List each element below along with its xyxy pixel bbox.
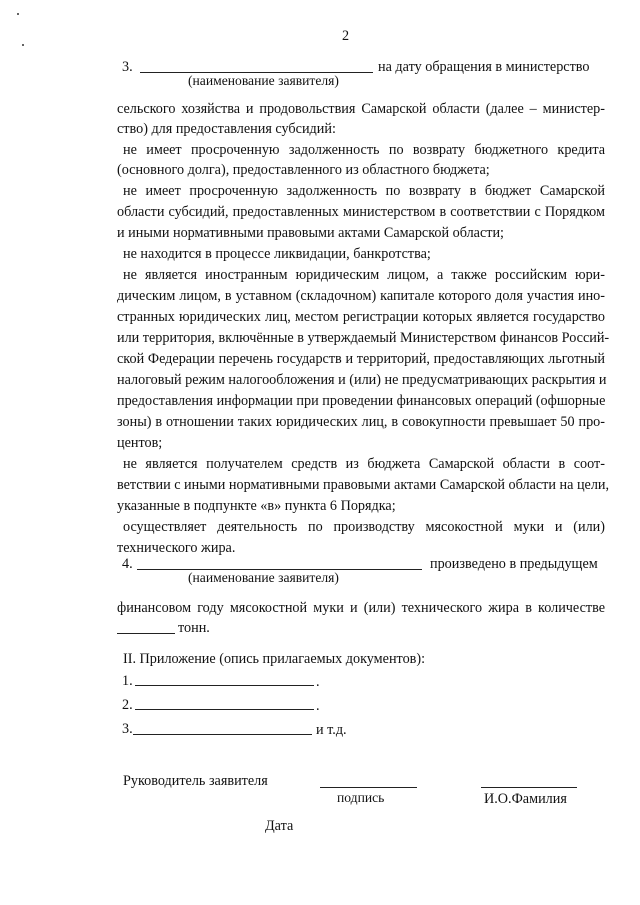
text-line: технического жира. [117, 540, 236, 556]
appendix-item-end: . [316, 674, 320, 690]
text-line: осуществляет деятельность по производству мясокостной муки и (или) [123, 519, 605, 535]
applicant-caption-2: (наименование заявителя) [188, 570, 339, 585]
tonnage-unit: тонн. [178, 620, 210, 636]
signature-head-label: Руководитель заявителя [123, 773, 268, 789]
text-line: центов; [117, 435, 163, 451]
text-line: или территория, включённые в утверждаемый Министерством финансов Россий- [117, 330, 610, 346]
text-line: ство) для предоставления субсидий: [117, 121, 336, 137]
text-line: зоны) в отношении таких юридических лиц, в совокупности превышает 50 про- [117, 414, 605, 430]
tonnage-line[interactable] [117, 633, 175, 634]
text-line: области субсидий, предоставленных министерством в соответствии с Порядком [117, 204, 605, 220]
text-line: и иными нормативными правовыми актами Самарской области; [117, 225, 505, 241]
text-line: не имеет просроченную задолженность по возврату бюджетного кредита [123, 142, 605, 158]
appendix-item-end: и т.д. [316, 722, 347, 738]
text-line: дическим лицом, в уставном (складочном) капитале которого доля участия ино- [117, 288, 605, 304]
text-line: странных юридических лиц, местом регистрации которых является государство [117, 309, 605, 325]
text-line: (основного долга), предоставленного из областного бюджета; [117, 162, 490, 178]
text-line: ской Федерации перечень государств и территорий, предоставляющих льготный [117, 351, 605, 367]
applicant-caption: (наименование заявителя) [188, 73, 339, 88]
text-line: предоставления информации при проведении финансовых операций (офшорные [117, 393, 606, 409]
date-label: Дата [265, 818, 294, 834]
text-line: не является получателем средств из бюджета Самарской области в соот- [123, 456, 605, 472]
appendix-item-number: 3. [122, 721, 133, 737]
scan-speck [17, 13, 19, 15]
appendix-item-line[interactable] [135, 685, 314, 686]
text-line: не имеет просроченную задолженность по возврату в бюджет Самарской [123, 183, 605, 199]
scan-speck [22, 44, 24, 46]
item3-tail: на дату обращения в министерство [378, 59, 590, 75]
appendix-item-number: 1. [122, 673, 133, 689]
text-line: сельского хозяйства и продовольствия Самарской области (далее – министер- [117, 101, 605, 117]
name-caption: И.О.Фамилия [484, 791, 567, 807]
item3-number: 3. [122, 59, 133, 75]
page-number: 2 [342, 28, 350, 44]
appendix-item-line[interactable] [133, 734, 312, 735]
text-line: указанные в подпункте «в» пункта 6 Порядка; [117, 498, 396, 514]
text-line: не находится в процессе ликвидации, банкротства; [123, 246, 431, 262]
appendix-heading: II. Приложение (опись прилагаемых документов): [123, 651, 426, 667]
appendix-item-end: . [316, 698, 320, 714]
item4-tail: произведено в предыдущем [430, 556, 598, 572]
text-line: финансовом году мясокостной муки и (или) технического жира в количестве [117, 600, 605, 616]
signature-line[interactable] [320, 787, 417, 788]
signature-caption: подпись [337, 790, 385, 805]
text-line: не является иностранным юридическим лицом, а также российским юри- [123, 267, 605, 283]
appendix-item-line[interactable] [135, 709, 314, 710]
item4-number: 4. [122, 556, 133, 572]
appendix-item-number: 2. [122, 697, 133, 713]
text-line: налоговый режим налогообложения и (или) не предусматривающих раскрытия и [117, 372, 607, 388]
text-line: ветствии с иными нормативными правовыми актами Самарской области на цели, [117, 477, 610, 493]
